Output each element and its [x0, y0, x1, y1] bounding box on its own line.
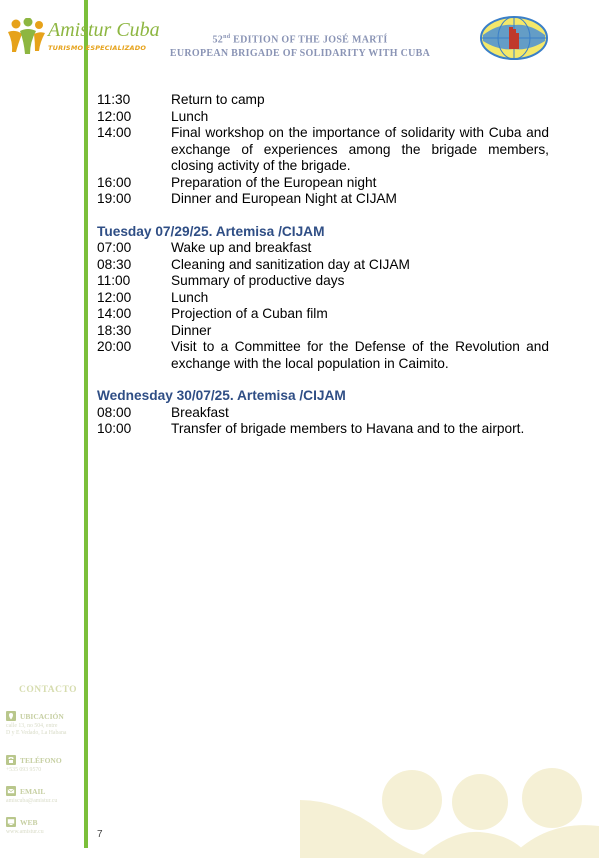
schedule-row [97, 92, 549, 109]
schedule-row [97, 290, 549, 307]
schedule-activity: Projection of a Cuban film [171, 306, 328, 321]
day-heading-tuesday: Tuesday 07/29/25. Artemisa /CIJAM [97, 223, 325, 239]
phone-icon [6, 755, 16, 765]
schedule-row [97, 339, 549, 372]
brand-tagline: TURISMO ESPECIALIZADO [48, 44, 147, 52]
schedule-row [97, 405, 549, 422]
amistur-logo [6, 18, 160, 58]
schedule-activity: Transfer of brigade members to Havana and to the airport. [171, 421, 525, 436]
footer-people-watermark [300, 760, 599, 858]
schedule-time: 16:00 [97, 174, 132, 190]
schedule-content [97, 92, 549, 438]
schedule-row [97, 109, 549, 126]
margin-green-line [84, 0, 88, 848]
schedule-row [97, 421, 549, 438]
schedule-activity: Lunch [171, 289, 209, 305]
schedule-row [97, 240, 549, 257]
schedule-activity: Final workshop on the importance of solidarity with Cuba and exchange of experiences among the brigade members, closing activity of the brigade. [171, 125, 549, 173]
schedule-activity: Return to camp [171, 92, 265, 107]
schedule-time: 11:30 [97, 92, 131, 107]
phone-label: TELÉFONO [20, 756, 62, 765]
schedule-time: 12:00 [97, 289, 132, 305]
schedule-activity: Visit to a Committee for the Defense of the Revolution and exchange with the local population in Caimito. [171, 339, 549, 371]
schedule-time: 11:00 [97, 273, 131, 288]
schedule-row [97, 191, 549, 208]
phone-value: +535 093 9570 [6, 767, 42, 773]
schedule-activity: Lunch [171, 108, 209, 124]
schedule-time: 07:00 [97, 240, 132, 255]
page-number: 7 [97, 829, 103, 840]
tuesday-schedule [97, 240, 549, 372]
title-line1-text: EDITION OF THE JOSÉ MARTÍ [230, 34, 388, 46]
location-value-line2: D y E Vedado, La Habana [6, 730, 67, 736]
location-label: UBICACIÓN [20, 712, 64, 721]
day-heading-wednesday: Wednesday 30/07/25. Artemisa /CIJAM [97, 388, 346, 403]
title-ordinal: 52 [212, 34, 224, 46]
schedule-activity: Dinner and European Night at CIJAM [171, 191, 397, 206]
schedule-time: 19:00 [97, 191, 132, 206]
schedule-time: 08:30 [97, 256, 132, 272]
web-icon [6, 817, 16, 827]
schedule-row [97, 273, 549, 290]
title-ordinal-suffix: nd [223, 34, 231, 40]
schedule-time: 10:00 [97, 421, 132, 436]
header-title-line1 [150, 34, 450, 45]
schedule-row [97, 175, 549, 192]
schedule-time: 18:30 [97, 322, 132, 338]
email-label: EMAIL [20, 787, 46, 796]
continued-schedule [97, 92, 549, 208]
schedule-activity: Dinner [171, 322, 212, 338]
schedule-activity: Preparation of the European night [171, 174, 377, 190]
header-title-line2: EUROPEAN BRIGADE OF SOLIDARITY WITH CUBA [169, 48, 431, 59]
people-logo-icon [6, 18, 46, 56]
schedule-row [97, 323, 549, 340]
schedule-time: 12:00 [97, 108, 132, 124]
wednesday-schedule [97, 405, 549, 438]
location-value-line1: calle 13, no 504, entre [6, 723, 58, 729]
web-value: www.amistur.cu [6, 829, 44, 835]
schedule-activity: Cleaning and sanitization day at CIJAM [171, 256, 410, 272]
schedule-time: 14:00 [97, 306, 132, 321]
schedule-row [97, 125, 549, 175]
location-pin-icon [6, 711, 16, 721]
schedule-time: 08:00 [97, 404, 132, 420]
schedule-time: 14:00 [97, 125, 132, 140]
brand-name: Amistur Cuba [48, 19, 160, 41]
schedule-activity: Wake up and breakfast [171, 240, 312, 255]
contact-title: CONTACTO [19, 685, 78, 695]
email-value: amiscuba@amistur.cu [6, 798, 58, 804]
brigade-globe-emblem-icon [479, 15, 549, 61]
schedule-activity: Summary of productive days [171, 273, 345, 288]
schedule-activity: Breakfast [171, 404, 229, 420]
schedule-row [97, 257, 549, 274]
schedule-time: 20:00 [97, 339, 132, 354]
email-icon [6, 786, 16, 796]
web-label: WEB [20, 818, 38, 827]
schedule-row [97, 306, 549, 323]
